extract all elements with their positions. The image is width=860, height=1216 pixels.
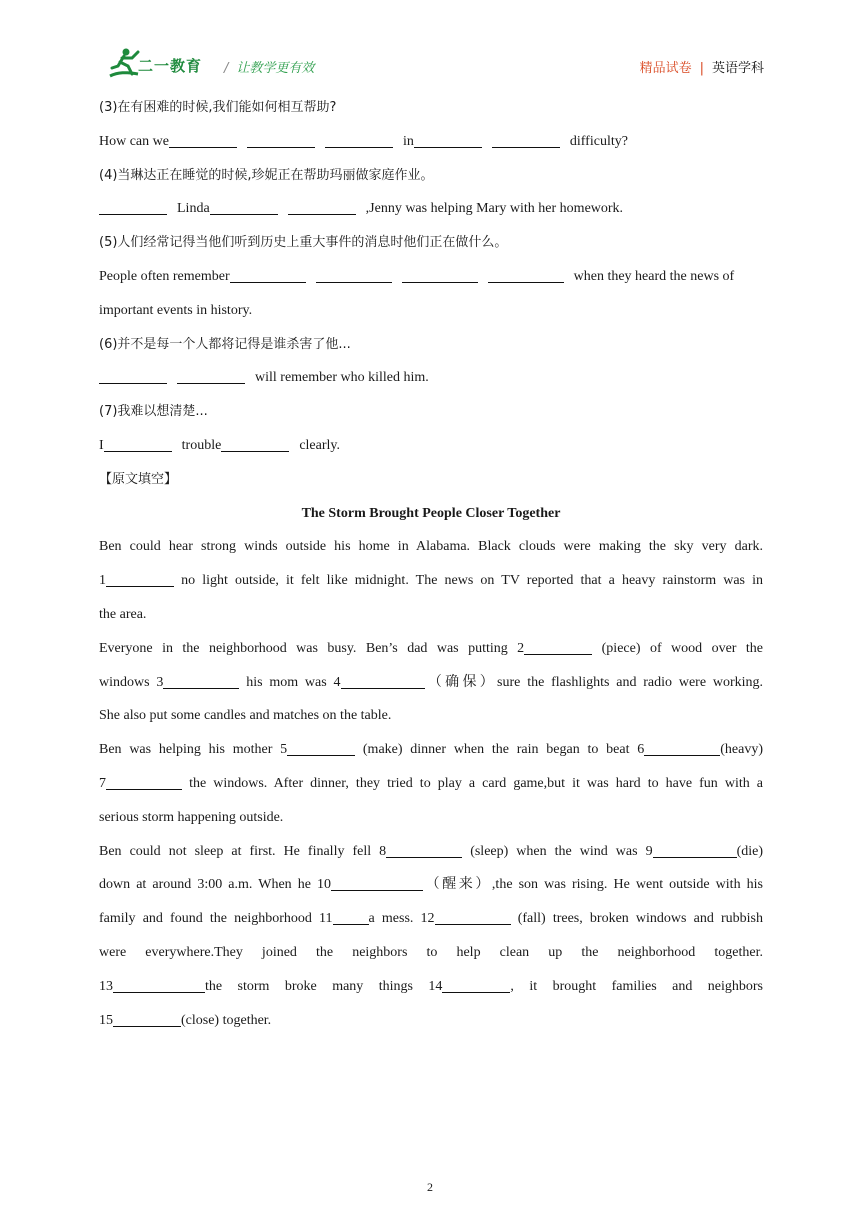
answer-blank[interactable] [341, 674, 425, 689]
passage-line: Ben was helping his mother 5 (make) dinner when the rain began to beat 6 (heavy) [99, 742, 763, 758]
q6-prompt: (6)并不是每一个人都将记得是谁杀害了他... [99, 336, 351, 352]
slogan: / 让教学更有效 [224, 61, 315, 76]
answer-blank[interactable] [402, 268, 478, 283]
q5-sentence-cont: important events in history. [99, 302, 253, 318]
passage-line: windows 3 his mom was 4 （确保）sure the flashlights and radio were working. [99, 674, 764, 690]
passage-line: 1 no light outside, it felt like midnight. The news on TV reported that a heavy rainstorm was in [99, 573, 763, 589]
answer-blank[interactable] [177, 369, 245, 384]
passage-line: family and found the neighborhood 11 a mess. 12 (fall) trees, broken windows and rubbish [99, 911, 764, 927]
q7-sentence: I trouble clearly. [99, 437, 341, 453]
passage-line: 7 the windows. After dinner, they tried to play a card game,but it was hard to have fun with a [99, 775, 764, 791]
q4-prompt: (4)当琳达正在睡觉的时候,珍妮正在帮助玛丽做家庭作业。 [99, 167, 434, 183]
section-label: 【原文填空】 [99, 471, 178, 487]
page-number: 2 [427, 1180, 433, 1194]
passage-line: Ben could hear strong winds outside his home in Alabama. Black clouds were making the sky very dark. [99, 539, 763, 555]
answer-blank[interactable] [163, 674, 239, 689]
answer-blank[interactable] [106, 775, 182, 790]
answer-blank[interactable] [488, 268, 564, 283]
page-header [104, 42, 764, 86]
answer-blank[interactable] [331, 876, 423, 891]
passage-line: 13 the storm broke many things 14 , it brought families and neighbors [99, 978, 763, 994]
answer-blank[interactable] [113, 978, 205, 993]
answer-blank[interactable] [316, 268, 392, 283]
answer-blank[interactable] [287, 741, 355, 756]
passage-line: serious storm happening outside. [99, 809, 284, 825]
answer-blank[interactable] [104, 437, 172, 452]
answer-blank[interactable] [653, 843, 737, 858]
answer-blank[interactable] [247, 133, 315, 148]
answer-blank[interactable] [386, 843, 462, 858]
q3-sentence: How can we in difficulty? [99, 133, 628, 149]
q6-sentence: will remember who killed him. [99, 361, 763, 395]
passage-line: down at around 3:00 a.m. When he 10 （醒来）,the son was rising. He went outside with his [99, 877, 763, 893]
answer-blank[interactable] [524, 640, 592, 655]
q7-prompt: (7)我难以想清楚... [99, 404, 208, 420]
answer-blank[interactable] [113, 1012, 181, 1027]
answer-blank[interactable] [210, 200, 278, 215]
q5-prompt: (5)人们经常记得当他们听到历史上重大事件的消息时他们正在做什么。 [99, 235, 508, 251]
subject-label: 英语学科 [711, 61, 764, 76]
answer-blank[interactable] [221, 437, 289, 452]
answer-blank[interactable] [414, 133, 482, 148]
document-body [99, 91, 763, 1037]
passage-line: Ben could not sleep at first. He finally fell 8 (sleep) when the wind was 9 (die) [99, 843, 764, 859]
answer-blank[interactable] [99, 369, 167, 384]
q5-sentence: People often remember when they heard the news of [99, 268, 735, 284]
header-right: 精品试卷 | 英语学科 [639, 61, 764, 76]
passage-line: She also put some candles and matches on the table. [99, 708, 392, 724]
passage-line: were everywhere.They joined the neighbors to help clean up the neighborhood together. [99, 944, 763, 960]
answer-blank[interactable] [492, 133, 560, 148]
answer-blank[interactable] [288, 200, 356, 215]
passage-line: the area. [99, 606, 147, 622]
logo-text: 二一教育 [138, 57, 203, 75]
logo [104, 42, 232, 86]
answer-blank[interactable] [325, 133, 393, 148]
q3-prompt: (3)在有困难的时候,我们能如何相互帮助? [99, 100, 337, 115]
passage-line: Everyone in the neighborhood was busy. Ben’s dad was putting 2 (piece) of wood over the [99, 640, 764, 656]
passage-line: 15 (close) together. [99, 1012, 272, 1028]
exam-label: 精品试卷 [639, 61, 692, 76]
passage-title: The Storm Brought People Closer Together [301, 505, 561, 521]
answer-blank[interactable] [435, 910, 511, 925]
answer-blank[interactable] [99, 200, 167, 215]
slogan-text: 让教学更有效 [236, 61, 315, 76]
answer-blank[interactable] [333, 910, 369, 925]
answer-blank[interactable] [644, 741, 720, 756]
answer-blank[interactable] [169, 133, 237, 148]
answer-blank[interactable] [230, 268, 306, 283]
q4-sentence: Linda ,Jenny was helping Mary with her homework. [99, 192, 763, 226]
answer-blank[interactable] [106, 572, 174, 587]
answer-blank[interactable] [442, 978, 510, 993]
